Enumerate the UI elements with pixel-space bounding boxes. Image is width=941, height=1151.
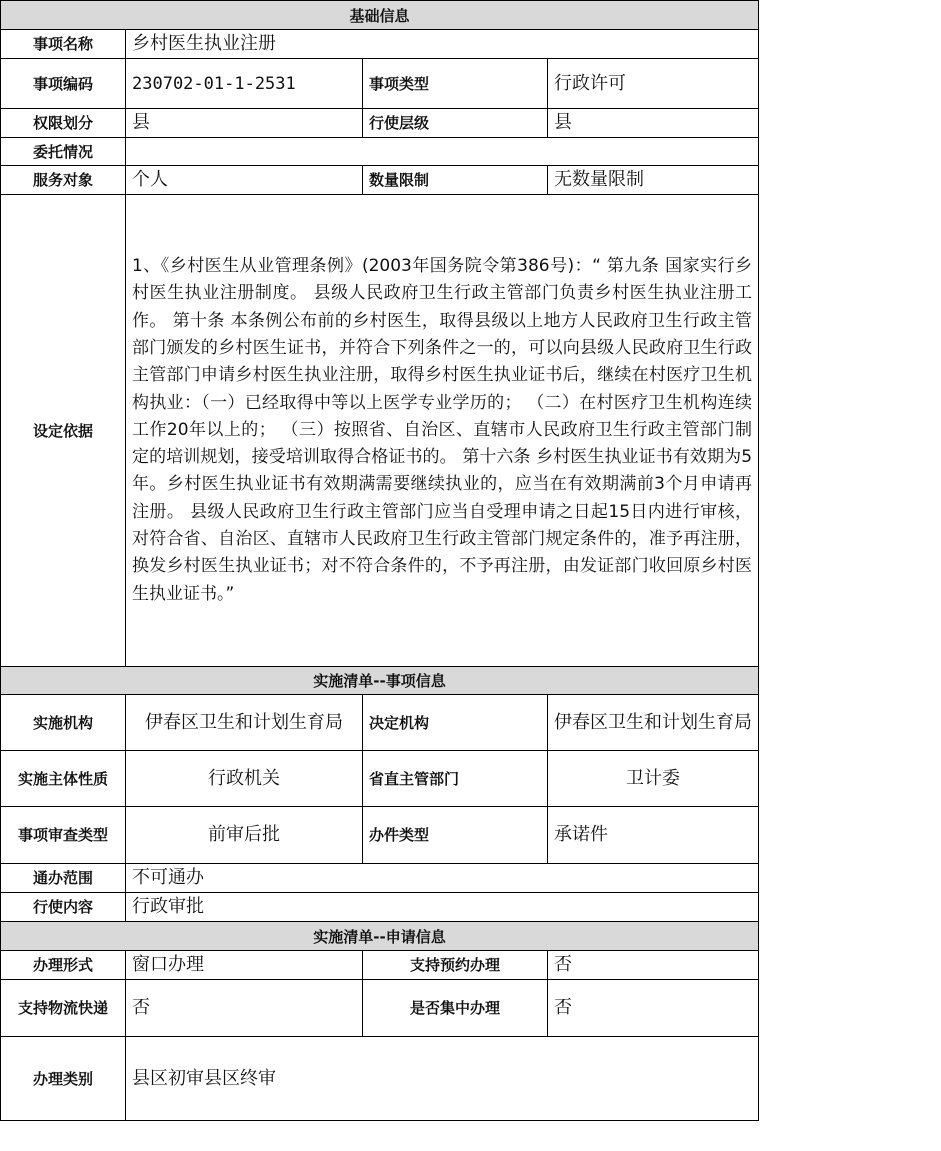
section-implementation-info: 实施清单--事项信息 [1,667,759,695]
section-basic-info: 基础信息 [1,1,759,30]
quantity-limit-value: 无数量限制 [548,166,759,195]
authority-value: 县 [126,109,363,138]
basis-label: 设定依据 [1,195,126,667]
category-label: 办理类别 [1,1037,126,1121]
general-scope-value: 不可通办 [126,864,759,893]
centralized-value: 否 [548,980,759,1037]
exercise-content-value: 行政审批 [126,893,759,922]
item-type-label: 事项类型 [363,59,548,109]
item-name-label: 事项名称 [1,30,126,59]
item-code-label: 事项编码 [1,59,126,109]
subject-nature-label: 实施主体性质 [1,751,126,807]
exercise-level-value: 县 [548,109,759,138]
basis-text: 1、《乡村医生从业管理条例》(2003年国务院令第386号)：“ 第九条 国家实行乡村医生执业注册制度。 县级人民政府卫生行政主管部门负责乡村医生执业注册工作。 第十条 本条例公布前的乡村医生，取得县级以上地方人民政府卫生行政主管部门颁发的乡村医生证书，并符合下列条件之一的，可以向县级人民政府卫生行政主管部门申请乡村医生执业注册，取得乡村医生执业证书后，继续在村医疗卫生机构执业：（一）已经取得中等以上医学专业学历的； （二）在村医疗卫生机构连续工作20年以上的； （三）按照省、自治区、直辖市人民政府卫生行政主管部门制定的培训规划，接受培训取得合格证书的。 第十六条 乡村医生执业证书有效期为5年。乡村医生执业证书有效期满需要继续执业的，应当在有效期满前3个月申请再注册。 县级人民政府卫生行政主管部门应当自受理申请之日起15日内进行审核，对符合省、自治区、直辖市人民政府卫生行政主管部门规定条件的，准予再注册，换发乡村医生执业证书；对不符合条件的，不予再注册，由发证部门收回原乡村医生执业证书。” [126,195,759,667]
logistics-label: 支持物流快递 [1,980,126,1037]
subject-nature-value: 行政机关 [126,751,363,807]
provincial-dept-value: 卫计委 [548,751,759,807]
item-name-value: 乡村医生执业注册 [126,30,759,59]
exercise-level-label: 行使层级 [363,109,548,138]
decision-value: 伊春区卫生和计划生育局 [548,695,759,751]
appointment-value: 否 [548,951,759,980]
form-value: 窗口办理 [126,951,363,980]
provincial-dept-label: 省直主管部门 [363,751,548,807]
service-target-value: 个人 [126,166,363,195]
review-type-value: 前审后批 [126,807,363,864]
handling-type-value: 承诺件 [548,807,759,864]
entrust-label: 委托情况 [1,138,126,166]
logistics-value: 否 [126,980,363,1037]
quantity-limit-label: 数量限制 [363,166,548,195]
entrust-value [126,138,759,166]
service-target-label: 服务对象 [1,166,126,195]
handling-type-label: 办件类型 [363,807,548,864]
section-application-info: 实施清单--申请信息 [1,922,759,951]
exercise-content-label: 行使内容 [1,893,126,922]
appointment-label: 支持预约办理 [363,951,548,980]
form-label: 办理形式 [1,951,126,980]
agency-value: 伊春区卫生和计划生育局 [126,695,363,751]
item-type-value: 行政许可 [548,59,759,109]
agency-label: 实施机构 [1,695,126,751]
decision-label: 决定机构 [363,695,548,751]
category-value: 县区初审县区终审 [126,1037,759,1121]
general-scope-label: 通办范围 [1,864,126,893]
authority-label: 权限划分 [1,109,126,138]
item-code-value: 230702-01-1-2531 [126,59,363,109]
centralized-label: 是否集中办理 [363,980,548,1037]
review-type-label: 事项审查类型 [1,807,126,864]
